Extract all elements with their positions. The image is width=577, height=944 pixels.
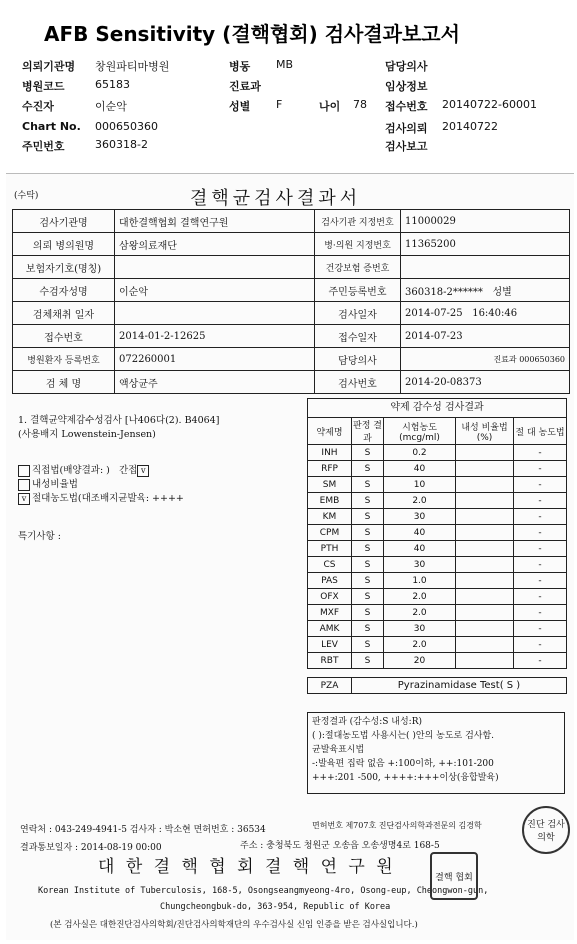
drug-result: S — [352, 461, 384, 477]
sens-header: 내성 비율법(%) — [456, 418, 514, 445]
drug-ratio — [456, 573, 514, 589]
drug-row — [308, 573, 567, 589]
judgement-box — [307, 712, 565, 794]
cell-test-no: 2014-20-08373 — [401, 371, 570, 394]
drug-row — [308, 653, 567, 669]
drug-concentration: 2.0 — [384, 605, 456, 621]
drug-name: CPM — [308, 525, 352, 541]
check-absolute-box: v — [18, 493, 30, 505]
drug-name: MXF — [308, 605, 352, 621]
check-direct-label: 직접법(배양결과: ) — [32, 465, 110, 476]
dept-code: 000650360 — [519, 354, 565, 364]
drug-name: AMK — [308, 621, 352, 637]
cell-hosp-code-label: 병·의원 지정번호 — [315, 233, 401, 256]
drug-result: S — [352, 637, 384, 653]
remarks-label: 특기사항 : — [18, 531, 61, 542]
drug-absolute: - — [514, 509, 567, 525]
cell-doctor-label: 담당의사 — [315, 348, 401, 371]
seal-text: 진단 검사 의학 — [527, 820, 565, 843]
drug-ratio — [456, 525, 514, 541]
drug-absolute: - — [514, 525, 567, 541]
cell-test-date-label: 검사일자 — [315, 302, 401, 325]
sens-title: 약제 감수성 검사결과 — [307, 398, 567, 417]
cell-org: 대한결핵협회 결핵연구원 — [115, 210, 315, 233]
label-sex: 성별 — [229, 100, 251, 113]
drug-row — [308, 509, 567, 525]
sens-header: 시험농도 (mcg/ml) — [384, 418, 456, 445]
certification-seal — [522, 806, 570, 854]
cell-test-date — [401, 302, 570, 325]
drug-absolute: - — [514, 573, 567, 589]
check-ratio — [18, 476, 78, 491]
label-patient: 수진자 — [22, 100, 54, 113]
label-dept: 진료과 — [229, 80, 261, 93]
drug-concentration: 30 — [384, 621, 456, 637]
check-ratio-label: 내성비율법 — [32, 479, 78, 490]
label-rrn: 주민번호 — [22, 140, 65, 153]
drug-ratio — [456, 621, 514, 637]
drug-result: S — [352, 557, 384, 573]
value-patient: 이순악 — [95, 100, 127, 113]
cell-doctor — [401, 348, 570, 371]
drug-row — [308, 605, 567, 621]
doc-title: 결핵균검사결과서 — [190, 188, 362, 209]
drug-result: S — [352, 525, 384, 541]
judgement-line: -:발육편 집락 없음 +:100이하, ++:101-200 — [312, 759, 494, 769]
cell-ins-label: 보험자기호(명칭) — [13, 256, 115, 279]
drug-result: S — [352, 445, 384, 461]
drug-row — [308, 541, 567, 557]
drug-concentration: 20 — [384, 653, 456, 669]
drug-name: LEV — [308, 637, 352, 653]
check-direct — [18, 462, 151, 477]
drug-concentration: 40 — [384, 541, 456, 557]
drug-result: S — [352, 541, 384, 557]
drug-absolute: - — [514, 637, 567, 653]
cell-recv-date-label: 접수일자 — [315, 325, 401, 348]
cell-pid-label: 병원환자 등록번호 — [13, 348, 115, 371]
cell-hosp-code: 11365200 — [401, 233, 570, 256]
dept-label: 진료과 — [493, 354, 517, 364]
drug-ratio — [456, 589, 514, 605]
cell-recv-label: 접수번호 — [13, 325, 115, 348]
drug-ratio — [456, 637, 514, 653]
drug-concentration: 2.0 — [384, 493, 456, 509]
label-age: 나이 — [319, 100, 341, 113]
drug-name: OFX — [308, 589, 352, 605]
label-request: 검사의뢰 — [385, 122, 428, 135]
value-receipt: 20140722-60001 — [442, 98, 537, 111]
footer-org-kr: 대 한 결 핵 협 회 결 핵 연 구 원 — [98, 857, 396, 877]
method-line-2: (사용배지 Lowenstein-Jensen) — [18, 429, 156, 440]
pza-label: PZA — [308, 678, 352, 694]
drug-row — [308, 637, 567, 653]
drug-ratio — [456, 653, 514, 669]
drug-row — [308, 621, 567, 637]
drug-name: CS — [308, 557, 352, 573]
drug-name: RFP — [308, 461, 352, 477]
check-ratio-box — [18, 479, 30, 491]
cell-ins-no — [401, 256, 570, 279]
drug-absolute: - — [514, 621, 567, 637]
drug-name: PAS — [308, 573, 352, 589]
drug-result: S — [352, 589, 384, 605]
drug-concentration: 30 — [384, 509, 456, 525]
doc-suffix: (수탁) — [14, 191, 39, 201]
drug-ratio — [456, 493, 514, 509]
drug-concentration: 10 — [384, 477, 456, 493]
label-chart: Chart No. — [22, 120, 81, 133]
drug-ratio — [456, 477, 514, 493]
drug-absolute: - — [514, 445, 567, 461]
drug-name: EMB — [308, 493, 352, 509]
sens-header: 절 대 농도법 — [514, 418, 567, 445]
drug-ratio — [456, 445, 514, 461]
value-sex: F — [276, 98, 283, 111]
drug-name: PTH — [308, 541, 352, 557]
cell-rrn — [401, 279, 570, 302]
cell-name: 이순악 — [115, 279, 315, 302]
drug-absolute: - — [514, 557, 567, 573]
drug-concentration: 0.2 — [384, 445, 456, 461]
label-org: 의뢰기관명 — [22, 60, 76, 73]
drug-ratio — [456, 541, 514, 557]
cell-org-code: 11000029 — [401, 210, 570, 233]
cell-recv: 2014-01-2-12625 — [115, 325, 315, 348]
value-chart: 000650360 — [95, 120, 158, 133]
rrn-value: 360318-2****** — [405, 286, 483, 298]
cell-ins-no-label: 건강보험 증번호 — [315, 256, 401, 279]
drug-row — [308, 557, 567, 573]
check-absolute — [18, 490, 184, 505]
drug-row — [308, 525, 567, 541]
drug-name: KM — [308, 509, 352, 525]
drug-ratio — [456, 509, 514, 525]
check-absolute-label: 절대농도법(대조배지균발육: ++++ — [32, 493, 184, 504]
label-hosp-code: 병원코드 — [22, 80, 65, 93]
cell-hosp: 삼왕의료재단 — [115, 233, 315, 256]
report-title: AFB Sensitivity (결핵협회) 검사결과보고서 — [44, 22, 460, 46]
drug-absolute: - — [514, 461, 567, 477]
label-report: 검사보고 — [385, 140, 428, 153]
drug-concentration: 2.0 — [384, 637, 456, 653]
test-time: 16:40:46 — [472, 307, 518, 319]
footer-org-en-2: Chungcheongbuk-do, 363-954, Republic of Korea — [160, 902, 391, 912]
pza-value: Pyrazinamidase Test( S ) — [352, 678, 567, 694]
drug-concentration: 1.0 — [384, 573, 456, 589]
indirect-label: 간접 — [118, 465, 138, 476]
sensitivity-section — [307, 398, 567, 694]
drug-result: S — [352, 573, 384, 589]
label-ward: 병동 — [229, 60, 251, 73]
drug-result: S — [352, 477, 384, 493]
cell-pid: 072260001 — [115, 348, 315, 371]
judgement-line: 균발육표시법 — [312, 745, 365, 755]
drug-absolute: - — [514, 541, 567, 557]
drug-absolute: - — [514, 493, 567, 509]
cell-hosp-label: 의뢰 병의원명 — [13, 233, 115, 256]
drug-result: S — [352, 493, 384, 509]
test-date: 2014-07-25 — [405, 307, 463, 319]
label-doctor: 담당의사 — [385, 60, 428, 73]
value-request: 20140722 — [442, 120, 498, 133]
value-ward: MB — [276, 58, 294, 71]
sensitivity-table — [307, 417, 567, 669]
cell-collect-label: 검체채취 일자 — [13, 302, 115, 325]
cell-recv-date: 2014-07-23 — [401, 325, 570, 348]
footer-note: (본 검사실은 대한진단검사의학회/진단검사의학재단의 우수검사실 신임 인증을 받은 검사실입니다.) — [50, 920, 418, 930]
drug-concentration: 40 — [384, 525, 456, 541]
judgement-line: ( ):절대농도법 사용시는( )안의 농도로 검사함. — [312, 731, 495, 741]
cell-org-code-label: 검사기관 지정번호 — [315, 210, 401, 233]
check-direct-box — [18, 465, 30, 477]
drug-result: S — [352, 653, 384, 669]
cell-org-label: 검사기관명 — [13, 210, 115, 233]
info-table — [12, 209, 570, 394]
cell-collect — [115, 302, 315, 325]
drug-absolute: - — [514, 605, 567, 621]
footer-org-en-1: Korean Institute of Tuberculosis, 168-5, Osongseangmyeong-4ro, Osong-eup, Cheongwon-gun, — [38, 886, 489, 896]
footer-report-date: 결과통보일자 : 2014-08-19 00:00 — [20, 843, 162, 853]
judgement-line: +++:201 -500, ++++:+++이상(융합발육) — [312, 773, 499, 783]
cell-ins — [115, 256, 315, 279]
label-clinical: 임상정보 — [385, 80, 428, 93]
dept-value — [493, 354, 565, 365]
drug-name: INH — [308, 445, 352, 461]
drug-result: S — [352, 621, 384, 637]
label-receipt: 접수번호 — [385, 100, 428, 113]
value-org: 창원파티마병원 — [95, 60, 170, 73]
sens-header: 약제명 — [308, 418, 352, 445]
value-hosp-code: 65183 — [95, 78, 130, 91]
indirect-box: v — [137, 465, 149, 477]
drug-concentration: 40 — [384, 461, 456, 477]
drug-absolute: - — [514, 589, 567, 605]
cell-test-no-label: 검사번호 — [315, 371, 401, 394]
drug-absolute: - — [514, 477, 567, 493]
sens-header: 판정 결과 — [352, 418, 384, 445]
drug-concentration: 30 — [384, 557, 456, 573]
cell-rrn-label: 주민등록번호 — [315, 279, 401, 302]
cell-name-label: 수검자성명 — [13, 279, 115, 302]
drug-result: S — [352, 605, 384, 621]
drug-row — [308, 477, 567, 493]
drug-ratio — [456, 605, 514, 621]
org-seal — [430, 852, 478, 900]
drug-name: RBT — [308, 653, 352, 669]
drug-ratio — [456, 557, 514, 573]
value-age: 78 — [353, 98, 367, 111]
value-rrn: 360318-2 — [95, 138, 148, 151]
method-line-1: 1. 결핵균약제감수성검사 [나406다(2). B4064] — [18, 415, 220, 426]
footer-license: 면허번호 제707호 진단검사의학과전문의 김경학 — [312, 821, 482, 830]
sex-label: 성별 — [492, 286, 512, 298]
drug-row — [308, 445, 567, 461]
drug-row — [308, 461, 567, 477]
drug-row — [308, 493, 567, 509]
footer-address: 주소 : 충청북도 청원군 오송읍 오송생명4로 168-5 — [240, 841, 440, 851]
pza-table — [307, 677, 567, 694]
cell-spec: 액상균주 — [115, 371, 315, 394]
cell-spec-label: 검 체 명 — [13, 371, 115, 394]
drug-result: S — [352, 509, 384, 525]
drug-ratio — [456, 461, 514, 477]
drug-concentration: 2.0 — [384, 589, 456, 605]
drug-absolute: - — [514, 653, 567, 669]
footer-contact: 연락처 : 043-249-4941-5 검사자 : 박소현 면허번호 : 36534 — [20, 825, 266, 835]
drug-name: SM — [308, 477, 352, 493]
org-seal-text: 결핵 협회 — [435, 872, 473, 883]
judgement-line: 판정결과 (감수성:S 내성:R) — [312, 717, 422, 727]
drug-row — [308, 589, 567, 605]
